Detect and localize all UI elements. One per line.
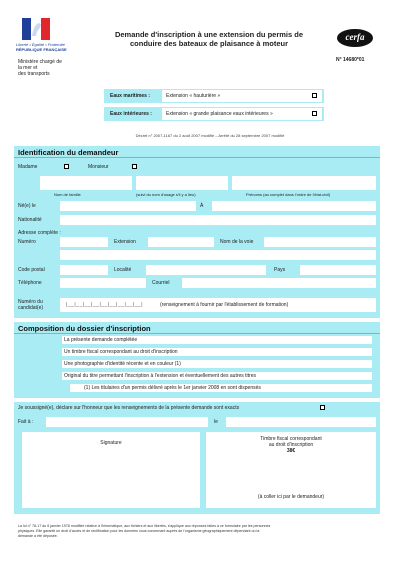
localite-field[interactable] bbox=[146, 265, 266, 275]
maritime-checkbox[interactable] bbox=[312, 93, 317, 98]
nom-label: Nom de famille bbox=[54, 192, 81, 197]
inland-checkbox[interactable] bbox=[312, 111, 317, 116]
inland-label: Eaux intérieures : bbox=[110, 111, 152, 117]
monsieur-label: Monsieur bbox=[88, 164, 109, 170]
dossier-item-2-label: Un timbre fiscal correspondant au droit d'inscription bbox=[64, 349, 178, 355]
legal-footer-line-2: physiques. Elle garantit un droit d'accès et de rectification pour les données vous concernant auprès de l'organisme géographiquement dépendant où la bbox=[18, 528, 260, 533]
lieu-naissance-field[interactable] bbox=[212, 201, 376, 211]
timbre-note: (à coller ici par le demandeur) bbox=[257, 494, 325, 500]
ministry-line-1: Ministère chargé de bbox=[18, 59, 62, 65]
code-postal-label: Code postal bbox=[18, 267, 45, 273]
dossier-item-1 bbox=[62, 336, 372, 344]
signature-box[interactable] bbox=[22, 432, 200, 508]
dossier-item-2 bbox=[62, 348, 372, 356]
nom-usage-label: (suivi du nom d'usage s'il y a lieu) bbox=[136, 192, 196, 197]
localite-label: Localité bbox=[114, 267, 132, 273]
timbre-box[interactable] bbox=[206, 432, 376, 508]
dossier-item-5-label: (1) Les titulaires d'un permis délivré après le 1er janvier 2008 en sont dispensés bbox=[84, 385, 261, 391]
inland-option-label: Extension « grande plaisance eaux intérieures » bbox=[166, 111, 273, 117]
inland-option-box bbox=[162, 108, 322, 120]
dossier-item-1-label: La présente demande complétée bbox=[64, 337, 138, 343]
republique-name: RÉPUBLIQUE FRANÇAISE bbox=[16, 47, 67, 52]
nationalite-label: Nationalité bbox=[18, 217, 42, 223]
timbre-amount: 38€ bbox=[286, 448, 296, 454]
num-candidat-boxes: |__|__|__|__|__|__|__|__|__| bbox=[66, 302, 144, 308]
nom-usage-field[interactable] bbox=[136, 176, 228, 190]
form-title-line-2: conduire des bateaux de plaisance à moteur bbox=[130, 39, 288, 48]
dossier-item-3-label: Une photographie d'identité récente et en couleur (1) bbox=[64, 361, 181, 367]
extension-inland-row bbox=[104, 107, 324, 121]
num-candidat-note: (renseignement à fournir par l'établissement de formation) bbox=[160, 302, 289, 308]
telephone-label: Téléphone bbox=[18, 280, 42, 286]
cerfa-logo-text: cerfa bbox=[345, 32, 365, 42]
form-title bbox=[96, 30, 322, 48]
ministry-line-3: des transports bbox=[18, 71, 50, 77]
pays-field[interactable] bbox=[300, 265, 376, 275]
dossier-item-4-label: Original du titre permettant l'inscription à l'extension et éventuellement des autres titres bbox=[64, 373, 257, 379]
code-postal-field[interactable] bbox=[60, 265, 108, 275]
courriel-label: Courriel bbox=[152, 280, 170, 286]
adresse-label: Adresse complète : bbox=[18, 230, 61, 236]
ne-le-label: Né(e) le bbox=[18, 203, 36, 209]
numero-field[interactable] bbox=[60, 237, 108, 247]
dossier-title-rule bbox=[14, 333, 380, 334]
extension-field[interactable] bbox=[148, 237, 214, 247]
dossier-item-5 bbox=[70, 384, 372, 392]
republique-motto: Liberté • Égalité • Fraternité bbox=[16, 42, 65, 47]
declaration-section bbox=[14, 402, 380, 514]
nom-field[interactable] bbox=[40, 176, 132, 190]
declaration-text: Je soussigné(e), déclare sur l'honneur que les renseignements de la présente demande sont exacts bbox=[18, 405, 240, 411]
legal-footer-line-3: demande a été déposée. bbox=[18, 533, 58, 538]
nationalite-field[interactable] bbox=[60, 215, 376, 225]
republique-logo bbox=[22, 18, 50, 40]
identification-title-rule bbox=[14, 157, 380, 158]
dossier-item-3 bbox=[62, 360, 372, 368]
decree-reference: Décret n° 2007-1167 du 2 août 2007 modifié – Arrêté du 28 septembre 2007 modifié bbox=[135, 133, 285, 138]
voie-label: Nom de la voie bbox=[220, 239, 254, 245]
madame-label: Madame bbox=[18, 164, 38, 170]
ministry-line-2: la mer et bbox=[18, 65, 38, 71]
monsieur-checkbox[interactable] bbox=[132, 164, 137, 169]
num-candidat-field[interactable] bbox=[60, 298, 376, 312]
timbre-line-2: au droit d'inscription bbox=[268, 442, 314, 448]
timbre-line-1: Timbre fiscal correspondant bbox=[260, 436, 322, 442]
prenoms-field[interactable] bbox=[232, 176, 376, 190]
maritime-label: Eaux maritimes : bbox=[110, 93, 151, 99]
cerfa-logo bbox=[336, 28, 374, 48]
adresse-suite-field[interactable] bbox=[60, 250, 376, 260]
cerfa-number: N° 14680*01 bbox=[336, 57, 365, 63]
courriel-field[interactable] bbox=[182, 278, 376, 288]
form-title-line-1: Demande d'inscription à une extension du permis de bbox=[114, 30, 304, 39]
ne-le-field[interactable] bbox=[60, 201, 196, 211]
num-candidat-label-1: Numéro du bbox=[18, 299, 43, 305]
numero-label: Numéro bbox=[18, 239, 36, 245]
date-field[interactable] bbox=[226, 417, 376, 427]
maritime-option-box bbox=[162, 90, 322, 102]
identification-title: Identification du demandeur bbox=[18, 148, 119, 157]
a-label: À bbox=[200, 203, 204, 209]
num-candidat-label-2: candidat(e) bbox=[18, 305, 44, 311]
legal-footer-line-1: La loi n° 78-17 du 6 janvier 1978 modifiée relative à l'informatique, aux fichiers et aux libertés, s'applique aux réponses faites à ce formulaire par les personnes bbox=[18, 524, 271, 528]
dossier-title: Composition du dossier d'inscription bbox=[18, 324, 151, 333]
extension-label: Extension bbox=[114, 239, 136, 245]
maritime-option-label: Extension « hauturière » bbox=[166, 93, 221, 99]
signature-label: Signature bbox=[100, 440, 122, 446]
dossier-section bbox=[14, 322, 380, 398]
declaration-checkbox[interactable] bbox=[320, 405, 325, 410]
dossier-item-4 bbox=[62, 372, 372, 380]
voie-field[interactable] bbox=[264, 237, 376, 247]
legal-footer bbox=[18, 524, 380, 538]
extension-maritime-row bbox=[104, 89, 324, 103]
prenoms-label: Prénoms (au complet dans l'ordre de l'état-civil) bbox=[246, 192, 331, 197]
telephone-field[interactable] bbox=[60, 278, 146, 288]
madame-checkbox[interactable] bbox=[64, 164, 69, 169]
pays-label: Pays bbox=[274, 267, 286, 273]
le-label: le bbox=[214, 419, 218, 425]
identification-section bbox=[14, 146, 380, 318]
fait-a-label: Fait à : bbox=[18, 419, 34, 425]
fait-a-field[interactable] bbox=[46, 417, 208, 427]
